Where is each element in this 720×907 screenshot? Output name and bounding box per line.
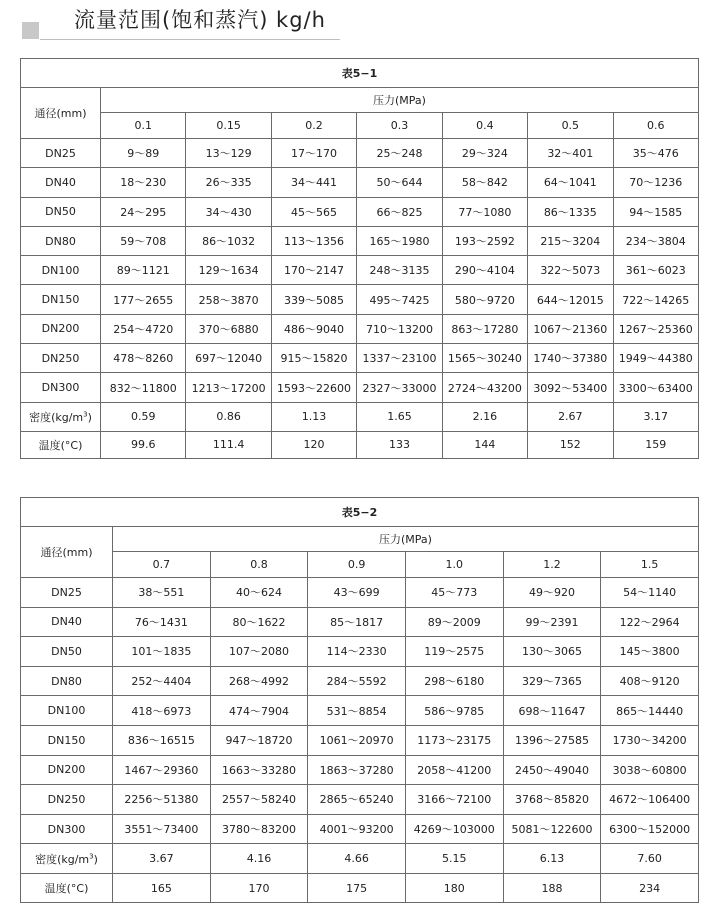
- table-row: [21, 373, 699, 402]
- temperature-value: 133: [357, 431, 442, 458]
- flow-range-cell: 40～624: [210, 578, 308, 608]
- header-row-pressure-values: [21, 552, 699, 578]
- nominal-diameter: DN50: [21, 197, 101, 226]
- flow-range-cell: 99～2391: [503, 607, 601, 637]
- flow-range-cell: 64～1041: [528, 168, 613, 197]
- flow-range-cell: 1396～27585: [503, 725, 601, 755]
- flow-range-cell: 2058～41200: [405, 755, 503, 785]
- flow-range-cell: 129～1634: [186, 256, 271, 285]
- flow-range-cell: 1863～37280: [308, 755, 406, 785]
- flow-range-cell: 58～842: [442, 168, 527, 197]
- nominal-diameter: DN40: [21, 168, 101, 197]
- table-row: [21, 725, 699, 755]
- temperature-value: 175: [308, 874, 406, 903]
- flow-range-cell: 329～7365: [503, 666, 601, 696]
- caption-row: [21, 498, 699, 527]
- temperature-value: 120: [271, 431, 356, 458]
- header-row-pressure: [21, 527, 699, 552]
- table-row: [21, 226, 699, 255]
- nominal-diameter: DN250: [21, 785, 113, 815]
- flow-range-cell: 863～17280: [442, 314, 527, 343]
- flow-range-cell: 17～170: [271, 139, 356, 168]
- flow-range-cell: 3166～72100: [405, 785, 503, 815]
- flow-range-cell: 2724～43200: [442, 373, 527, 402]
- density-row: [21, 402, 699, 431]
- flow-range-cell: 177～2655: [101, 285, 186, 314]
- table-row: [21, 256, 699, 285]
- flow-range-cell: 29～324: [442, 139, 527, 168]
- nominal-diameter: DN50: [21, 637, 113, 667]
- flow-range-cell: 268～4992: [210, 666, 308, 696]
- pressure-value: 0.5: [528, 113, 613, 139]
- flow-range-cell: 832～11800: [101, 373, 186, 402]
- temperature-value: 180: [405, 874, 503, 903]
- flow-range-cell: 215～3204: [528, 226, 613, 255]
- temperature-value: 159: [613, 431, 698, 458]
- flow-range-cell: 86～1032: [186, 226, 271, 255]
- table-row: [21, 139, 699, 168]
- flow-range-cell: 2327～33000: [357, 373, 442, 402]
- flow-range-cell: 531～8854: [308, 696, 406, 726]
- flow-range-cell: 697～12040: [186, 344, 271, 373]
- flow-range-cell: 1663～33280: [210, 755, 308, 785]
- flow-range-cell: 2557～58240: [210, 785, 308, 815]
- flow-range-cell: 32～401: [528, 139, 613, 168]
- flow-range-cell: 252～4404: [113, 666, 211, 696]
- flow-range-cell: 94～1585: [613, 197, 698, 226]
- flow-range-cell: 6300～152000: [601, 814, 699, 844]
- temperature-label: 温度(°C): [21, 431, 101, 458]
- header-square-decoration: [22, 22, 39, 39]
- flow-range-cell: 408～9120: [601, 666, 699, 696]
- flow-range-cell: 698～11647: [503, 696, 601, 726]
- table-row: [21, 578, 699, 608]
- flow-range-cell: 107～2080: [210, 637, 308, 667]
- pressure-value: 0.8: [210, 552, 308, 578]
- table-caption: 表5−1: [21, 59, 699, 88]
- nominal-diameter: DN200: [21, 755, 113, 785]
- flow-range-cell: 2865～65240: [308, 785, 406, 815]
- flow-range-cell: 70～1236: [613, 168, 698, 197]
- pressure-header: 压力(MPa): [101, 88, 699, 113]
- flow-range-cell: 1061～20970: [308, 725, 406, 755]
- temperature-value: 170: [210, 874, 308, 903]
- flow-range-cell: 586～9785: [405, 696, 503, 726]
- flow-range-table-5-1: [20, 58, 699, 459]
- header-underline: [40, 39, 340, 40]
- flow-range-cell: 836～16515: [113, 725, 211, 755]
- flow-range-cell: 13～129: [186, 139, 271, 168]
- density-label-close: ): [93, 852, 98, 866]
- nominal-diameter: DN100: [21, 696, 113, 726]
- flow-range-cell: 89～1121: [101, 256, 186, 285]
- temperature-row: [21, 874, 699, 903]
- bore-header: 通径(mm): [21, 527, 113, 578]
- flow-range-cell: 26～335: [186, 168, 271, 197]
- flow-range-cell: 3768～85820: [503, 785, 601, 815]
- temperature-value: 99.6: [101, 431, 186, 458]
- pressure-header: 压力(MPa): [113, 527, 699, 552]
- temperature-value: 111.4: [186, 431, 271, 458]
- nominal-diameter: DN150: [21, 725, 113, 755]
- flow-range-cell: 3300～63400: [613, 373, 698, 402]
- flow-range-cell: 3780～83200: [210, 814, 308, 844]
- flow-range-cell: 1949～44380: [613, 344, 698, 373]
- flow-range-cell: 38～551: [113, 578, 211, 608]
- flow-range-cell: 2450～49040: [503, 755, 601, 785]
- flow-range-cell: 1173～23175: [405, 725, 503, 755]
- flow-range-cell: 113～1356: [271, 226, 356, 255]
- pressure-value: 0.2: [271, 113, 356, 139]
- density-label: [21, 844, 113, 874]
- density-value: 4.16: [210, 844, 308, 874]
- flow-range-cell: 9～89: [101, 139, 186, 168]
- density-value: 2.67: [528, 402, 613, 431]
- flow-range-cell: 54～1140: [601, 578, 699, 608]
- flow-range-cell: 4001～93200: [308, 814, 406, 844]
- flow-range-cell: 478～8260: [101, 344, 186, 373]
- pressure-value: 0.9: [308, 552, 406, 578]
- table-row: [21, 666, 699, 696]
- bore-header: 通径(mm): [21, 88, 101, 139]
- temperature-value: 165: [113, 874, 211, 903]
- pressure-value: 0.4: [442, 113, 527, 139]
- flow-range-cell: 145～3800: [601, 637, 699, 667]
- density-value: 3.17: [613, 402, 698, 431]
- density-label: [21, 402, 101, 431]
- flow-range-cell: 361～6023: [613, 256, 698, 285]
- flow-range-cell: 290～4104: [442, 256, 527, 285]
- flow-range-cell: 322～5073: [528, 256, 613, 285]
- flow-range-cell: 418～6973: [113, 696, 211, 726]
- flow-range-cell: 34～430: [186, 197, 271, 226]
- temperature-value: 144: [442, 431, 527, 458]
- nominal-diameter: DN300: [21, 373, 101, 402]
- flow-range-cell: 258～3870: [186, 285, 271, 314]
- density-row: [21, 844, 699, 874]
- flow-range-cell: 45～565: [271, 197, 356, 226]
- temperature-label: 温度(°C): [21, 874, 113, 903]
- nominal-diameter: DN40: [21, 607, 113, 637]
- flow-range-cell: 170～2147: [271, 256, 356, 285]
- flow-range-cell: 193～2592: [442, 226, 527, 255]
- table-row: [21, 197, 699, 226]
- temperature-value: 234: [601, 874, 699, 903]
- density-value: 1.65: [357, 402, 442, 431]
- nominal-diameter: DN80: [21, 666, 113, 696]
- flow-range-cell: 915～15820: [271, 344, 356, 373]
- table-row: [21, 168, 699, 197]
- nominal-diameter: DN100: [21, 256, 101, 285]
- header-row-pressure: [21, 88, 699, 113]
- table-row: [21, 285, 699, 314]
- flow-range-cell: 298～6180: [405, 666, 503, 696]
- temperature-value: 152: [528, 431, 613, 458]
- table-row: [21, 607, 699, 637]
- density-label-superscript: 3: [89, 852, 94, 861]
- flow-range-cell: 1213～17200: [186, 373, 271, 402]
- density-value: 7.60: [601, 844, 699, 874]
- density-value: 0.59: [101, 402, 186, 431]
- flow-range-cell: 1740～37380: [528, 344, 613, 373]
- flow-range-cell: 34～441: [271, 168, 356, 197]
- flow-range-cell: 1067～21360: [528, 314, 613, 343]
- density-value: 3.67: [113, 844, 211, 874]
- table-row: [21, 637, 699, 667]
- nominal-diameter: DN80: [21, 226, 101, 255]
- page-title: 流量范围(饱和蒸汽) kg/h: [74, 8, 326, 32]
- pressure-value: 0.7: [113, 552, 211, 578]
- flow-range-cell: 486～9040: [271, 314, 356, 343]
- flow-range-cell: 1467～29360: [113, 755, 211, 785]
- nominal-diameter: DN25: [21, 139, 101, 168]
- flow-range-cell: 3092～53400: [528, 373, 613, 402]
- flow-range-cell: 25～248: [357, 139, 442, 168]
- pressure-value: 1.2: [503, 552, 601, 578]
- density-value: 4.66: [308, 844, 406, 874]
- pressure-value: 1.5: [601, 552, 699, 578]
- nominal-diameter: DN150: [21, 285, 101, 314]
- flow-range-cell: 495～7425: [357, 285, 442, 314]
- flow-range-cell: 122～2964: [601, 607, 699, 637]
- flow-range-cell: 370～6880: [186, 314, 271, 343]
- flow-range-cell: 248～3135: [357, 256, 442, 285]
- density-value: 1.13: [271, 402, 356, 431]
- table-row: [21, 344, 699, 373]
- density-value: 0.86: [186, 402, 271, 431]
- flow-range-cell: 3551～73400: [113, 814, 211, 844]
- pressure-value: 0.6: [613, 113, 698, 139]
- density-label-superscript: 3: [83, 410, 88, 419]
- table-row: [21, 696, 699, 726]
- flow-range-cell: 710～13200: [357, 314, 442, 343]
- flow-range-cell: 43～699: [308, 578, 406, 608]
- flow-range-cell: 1565～30240: [442, 344, 527, 373]
- flow-range-cell: 18～230: [101, 168, 186, 197]
- flow-range-cell: 86～1335: [528, 197, 613, 226]
- pressure-value: 0.3: [357, 113, 442, 139]
- flow-range-cell: 1267～25360: [613, 314, 698, 343]
- flow-range-cell: 1593～22600: [271, 373, 356, 402]
- flow-range-cell: 24～295: [101, 197, 186, 226]
- flow-range-cell: 66～825: [357, 197, 442, 226]
- header-row-pressure-values: [21, 113, 699, 139]
- density-label-close: ): [87, 410, 92, 424]
- flow-range-cell: 3038～60800: [601, 755, 699, 785]
- table-row: [21, 814, 699, 844]
- flow-range-table-5-2: [20, 497, 699, 903]
- flow-range-cell: 119～2575: [405, 637, 503, 667]
- density-value: 6.13: [503, 844, 601, 874]
- density-value: 2.16: [442, 402, 527, 431]
- flow-range-cell: 76～1431: [113, 607, 211, 637]
- flow-range-cell: 101～1835: [113, 637, 211, 667]
- flow-range-cell: 722～14265: [613, 285, 698, 314]
- flow-range-cell: 947～18720: [210, 725, 308, 755]
- flow-range-cell: 254～4720: [101, 314, 186, 343]
- flow-range-cell: 1337～23100: [357, 344, 442, 373]
- flow-range-cell: 234～3804: [613, 226, 698, 255]
- nominal-diameter: DN200: [21, 314, 101, 343]
- temperature-row: [21, 431, 699, 458]
- flow-range-cell: 580～9720: [442, 285, 527, 314]
- flow-range-cell: 1730～34200: [601, 725, 699, 755]
- table-row: [21, 314, 699, 343]
- flow-range-cell: 45～773: [405, 578, 503, 608]
- pressure-value: 0.1: [101, 113, 186, 139]
- flow-range-cell: 644～12015: [528, 285, 613, 314]
- flow-range-cell: 4269～103000: [405, 814, 503, 844]
- caption-row: [21, 59, 699, 88]
- flow-range-cell: 165～1980: [357, 226, 442, 255]
- flow-range-cell: 2256～51380: [113, 785, 211, 815]
- flow-range-cell: 59～708: [101, 226, 186, 255]
- density-label-text: 密度(kg/m: [29, 410, 84, 424]
- flow-range-cell: 130～3065: [503, 637, 601, 667]
- table-row: [21, 785, 699, 815]
- flow-range-cell: 80～1622: [210, 607, 308, 637]
- flow-range-cell: 35～476: [613, 139, 698, 168]
- flow-range-cell: 77～1080: [442, 197, 527, 226]
- nominal-diameter: DN300: [21, 814, 113, 844]
- nominal-diameter: DN250: [21, 344, 101, 373]
- nominal-diameter: DN25: [21, 578, 113, 608]
- flow-range-cell: 85～1817: [308, 607, 406, 637]
- flow-range-cell: 89～2009: [405, 607, 503, 637]
- flow-range-cell: 5081～122600: [503, 814, 601, 844]
- flow-range-cell: 4672～106400: [601, 785, 699, 815]
- density-value: 5.15: [405, 844, 503, 874]
- pressure-value: 0.15: [186, 113, 271, 139]
- flow-range-cell: 114～2330: [308, 637, 406, 667]
- table-row: [21, 755, 699, 785]
- pressure-value: 1.0: [405, 552, 503, 578]
- flow-range-cell: 284～5592: [308, 666, 406, 696]
- flow-range-cell: 865～14440: [601, 696, 699, 726]
- flow-range-cell: 474～7904: [210, 696, 308, 726]
- flow-range-cell: 339～5085: [271, 285, 356, 314]
- flow-range-cell: 50～644: [357, 168, 442, 197]
- temperature-value: 188: [503, 874, 601, 903]
- flow-range-cell: 49～920: [503, 578, 601, 608]
- table-caption: 表5−2: [21, 498, 699, 527]
- density-label-text: 密度(kg/m: [35, 852, 90, 866]
